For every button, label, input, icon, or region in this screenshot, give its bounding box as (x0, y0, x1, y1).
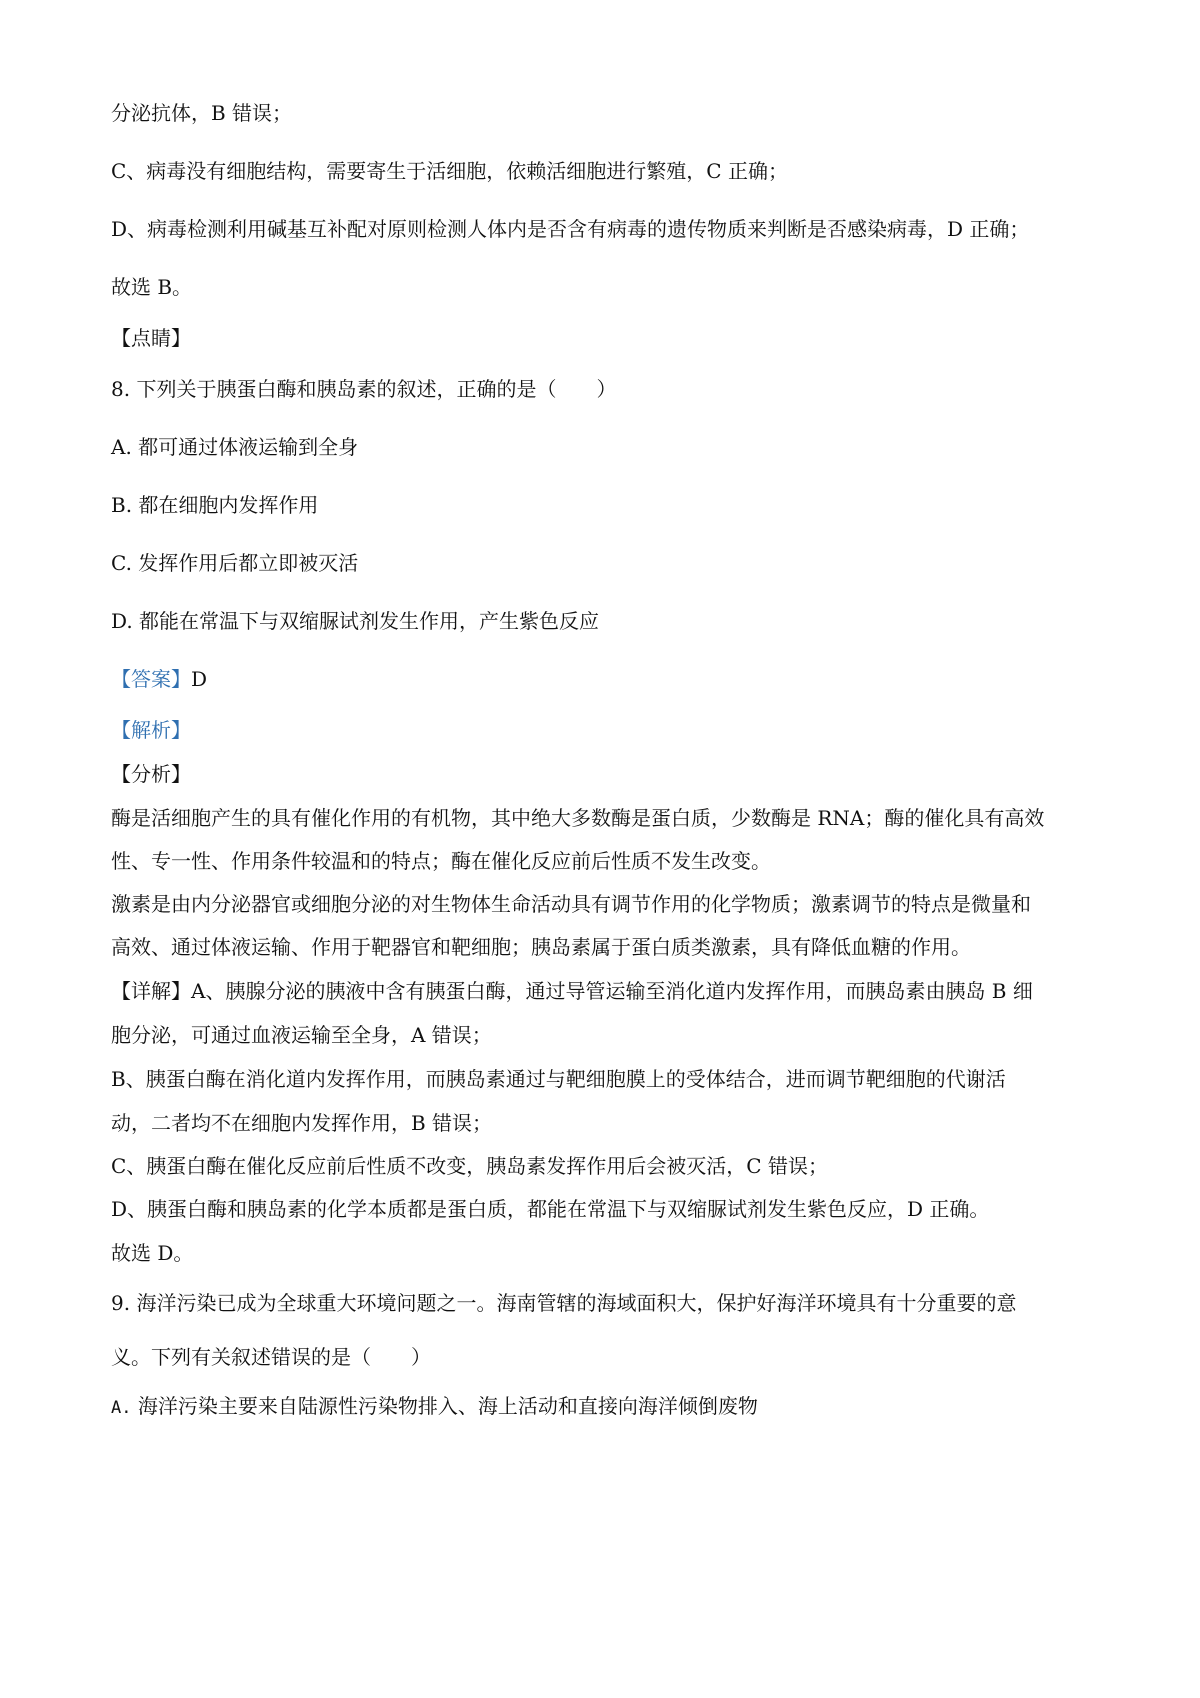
q8-fenxi-line-2: 性、专一性、作用条件较温和的特点；酶在催化反应前后性质不发生改变。 (111, 849, 771, 873)
q9-stem-line-2: 义。下列有关叙述错误的是（ ） (111, 1345, 431, 1369)
q8-option-a: A. 都可通过体液运输到全身 (111, 435, 359, 459)
q8-detail-line-3: B、胰蛋白酶在消化道内发挥作用，而胰岛素通过与靶细胞膜上的受体结合，进而调节靶细胞的代谢活 (111, 1067, 1006, 1091)
q8-conclusion: 故选 D。 (111, 1241, 194, 1265)
q8-option-c: C. 发挥作用后都立即被灭活 (111, 551, 359, 575)
q8-detail-line-5: C、胰蛋白酶在催化反应前后性质不改变，胰岛素发挥作用后会被灭活，C 错误； (111, 1154, 828, 1178)
q8-detail-line-4: 动，二者均不在细胞内发挥作用，B 错误； (111, 1111, 493, 1135)
answer-label: 【答案】 (111, 667, 191, 691)
q7-option-c-explanation: C、病毒没有细胞结构，需要寄生于活细胞，依赖活细胞进行繁殖，C 正确； (111, 159, 788, 183)
q8-answer (111, 664, 1101, 694)
q7-conclusion: 故选 B。 (111, 275, 193, 299)
q8-fenxi-line-4: 高效、通过体液运输、作用于靶器官和靶细胞；胰岛素属于蛋白质类激素，具有降低血糖的作用。 (111, 935, 971, 959)
q8-fenxi-line-1: 酶是活细胞产生的具有催化作用的有机物，其中绝大多数酶是蛋白质，少数酶是 RNA；酶的催化具有高效 (111, 806, 1045, 830)
q8-detail-line-2: 胞分泌，可通过血液运输至全身，A 错误； (111, 1023, 492, 1047)
answer-value: D (191, 667, 208, 691)
q8-option-b: B. 都在细胞内发挥作用 (111, 493, 319, 517)
q7-option-d-explanation: D、病毒检测利用碱基互补配对原则检测人体内是否含有病毒的遗传物质来判断是否感染病毒，D 正确； (111, 217, 1030, 241)
q7-comment-heading: 【点睛】 (111, 326, 191, 350)
q8-analysis-label: 【解析】 (111, 718, 191, 742)
q9-option-a-text: 海洋污染主要来自陆源性污染物排入、海上活动和直接向海洋倾倒废物 (137, 1394, 758, 1418)
q8-stem: 8. 下列关于胰蛋白酶和胰岛素的叙述，正确的是（ ） (111, 377, 617, 401)
q8-option-d: D. 都能在常温下与双缩脲试剂发生作用，产生紫色反应 (111, 609, 600, 633)
q7-option-b-tail: 分泌抗体，B 错误； (111, 101, 293, 125)
q8-fenxi-label: 【分析】 (111, 762, 191, 786)
q8-fenxi-line-3: 激素是由内分泌器官或细胞分泌的对生物体生命活动具有调节作用的化学物质；激素调节的特点是微量和 (111, 892, 1031, 916)
q8-detail-line-6: D、胰蛋白酶和胰岛素的化学本质都是蛋白质，都能在常温下与双缩脲试剂发生紫色反应，D 正确。 (111, 1197, 990, 1221)
q9-stem-line-1: 9. 海洋污染已成为全球重大环境问题之一。海南管辖的海域面积大，保护好海洋环境具有十分重要的意 (111, 1291, 1017, 1315)
q9-option-a-letter: A. (111, 1398, 132, 1418)
q9-option-a (111, 1391, 1101, 1423)
q8-detail-line-1: 【详解】A、胰腺分泌的胰液中含有胰蛋白酶，通过导管运输至消化道内发挥作用，而胰岛素由胰岛 B 细 (111, 979, 1033, 1003)
